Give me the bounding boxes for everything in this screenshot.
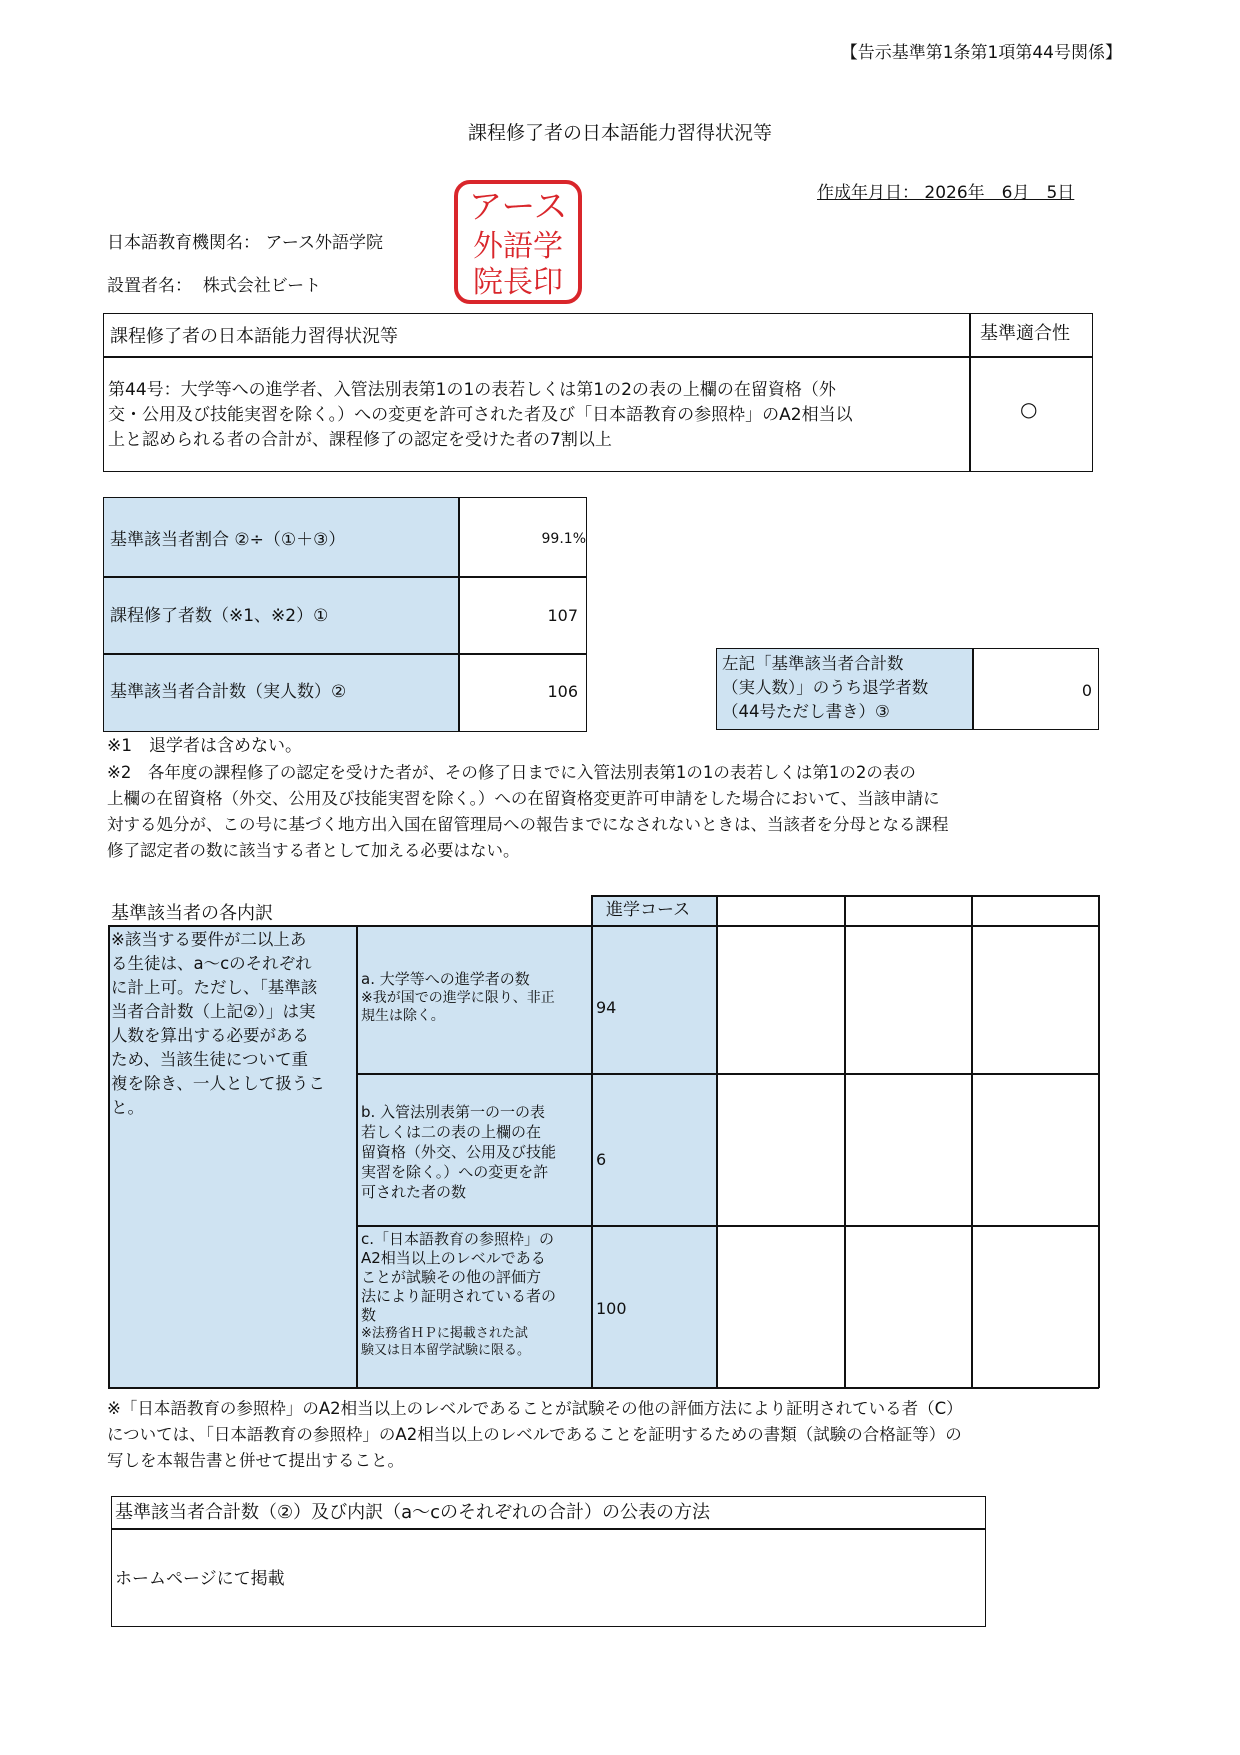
publication-method: ホームページにて掲載: [115, 1569, 285, 1589]
page-title: 課程修了者の日本語能力習得状況等: [467, 122, 772, 144]
institution-name-label: 日本語教育機関名：: [107, 233, 260, 253]
owner-name: [107, 271, 321, 296]
row-a-label: a. 大学等への進学者の数 ※我が国での進学に限り、非正 規生は除く。: [361, 970, 555, 1024]
institution-name-value: アース外語学院: [265, 233, 384, 253]
completers-label: 課程修了者数（※1、※2）①: [110, 606, 329, 626]
owner-name-label: 設置者名：: [107, 276, 192, 296]
publication-heading: 基準該当者合計数（②）及び内訳（a～cのそれぞれの合計）の公表の方法: [115, 1502, 711, 1523]
rule-note: ※該当する要件が二以上あ る生徒は、a～cのそれぞれ に計上可。ただし、「基準該 当者合計数（上記②）」は実 人数を算出する必要がある ため、当該生徒について重 複を除き、一人として扱うこ と。: [111, 930, 325, 1117]
course-label: 進学コース: [606, 900, 691, 920]
breakdown-heading: 基準該当者の各内訳: [111, 903, 273, 924]
regulation-reference: 【告示基準第1条第1項第44号関係】: [840, 43, 1122, 63]
institution-name: [107, 228, 383, 253]
row-a-value: 94: [596, 998, 617, 1017]
svg-text:アース: アース: [468, 187, 568, 227]
svg-text:外語学: 外語学: [473, 229, 563, 264]
svg-text:院長印: 院長印: [473, 265, 563, 300]
qualified-label: 基準該当者合計数（実人数）②: [110, 682, 347, 702]
row-c-value: 100: [596, 1299, 627, 1318]
note-3: ※「日本語教育の参照枠」のA2相当以上のレベルであることが試験その他の評価方法により証明されている者（C） については、「日本語教育の参照枠」のA2相当以上のレベルであることを証明するための書類（試験の合格証等）の 写しを本報告書と併せて提出すること。: [107, 1399, 963, 1470]
date-value: 2026年 6月 5日: [924, 183, 1075, 203]
withdrawn-label: 左記「基準該当者合計数 （実人数）」のうち退学者数 （44号ただし書き）③: [722, 654, 929, 721]
withdrawn-value: 0: [1081, 681, 1092, 700]
qualified-value: 106: [547, 682, 578, 701]
owner-name-value: 株式会社ビート: [202, 276, 322, 296]
ratio-value: 99.1%: [541, 531, 586, 547]
withdrawn-value-cell: [973, 648, 1099, 730]
creation-date: [817, 178, 1074, 203]
row-b-label: b. 入管法別表第一の一の表 若しくは二の表の上欄の在 留資格（外交、公用及び技能 実習を除く。）への変更を許 可された者の数: [361, 1103, 557, 1201]
completers-value: 107: [547, 606, 578, 625]
date-label: 作成年月日：: [817, 183, 919, 203]
official-seal: [452, 178, 584, 306]
criteria-description: 第44号：大学等への進学者、入管法別表第1の1の表若しくは第1の2の表の上欄の在留資格（外 交・公用及び技能実習を除く。）への変更を許可された者及び「日本語教育の参照枠」のA2相当以 上と認められる者の合計が、課程修了の認定を受けた者の7割以上: [108, 380, 853, 450]
row-b-value: 6: [596, 1150, 607, 1169]
row-c-label: c.「日本語教育の参照枠」の A2相当以上のレベルである ことが試験その他の評価方 法により証明されている者の 数 ※法務省ＨＰに掲載された試 験又は日本留学試験に限る。: [361, 1230, 557, 1358]
note-1: ※1 退学者は含めない。: [107, 736, 303, 756]
conformity-mark: ○: [1020, 397, 1038, 421]
note-2: ※2 各年度の課程修了の認定を受けた者が、その修了日までに入管法別表第1の1の表若しくは第1の2の表の 上欄の在留資格（外交、公用及び技能実習を除く。）への在留資格変更許可申請をした場合において、当該申請に 対する処分が、この号に基づく地方出入国在留管理局への報告までになされないときは、当該者を分母となる課程 修了認定者の数に該当する者として加える必要はない。: [107, 763, 949, 860]
criteria-heading: 課程修了者の日本語能力習得状況等: [110, 326, 398, 347]
conformity-heading: 基準適合性: [980, 323, 1070, 344]
ratio-label: 基準該当者割合 ②÷（①＋③）: [110, 530, 346, 550]
